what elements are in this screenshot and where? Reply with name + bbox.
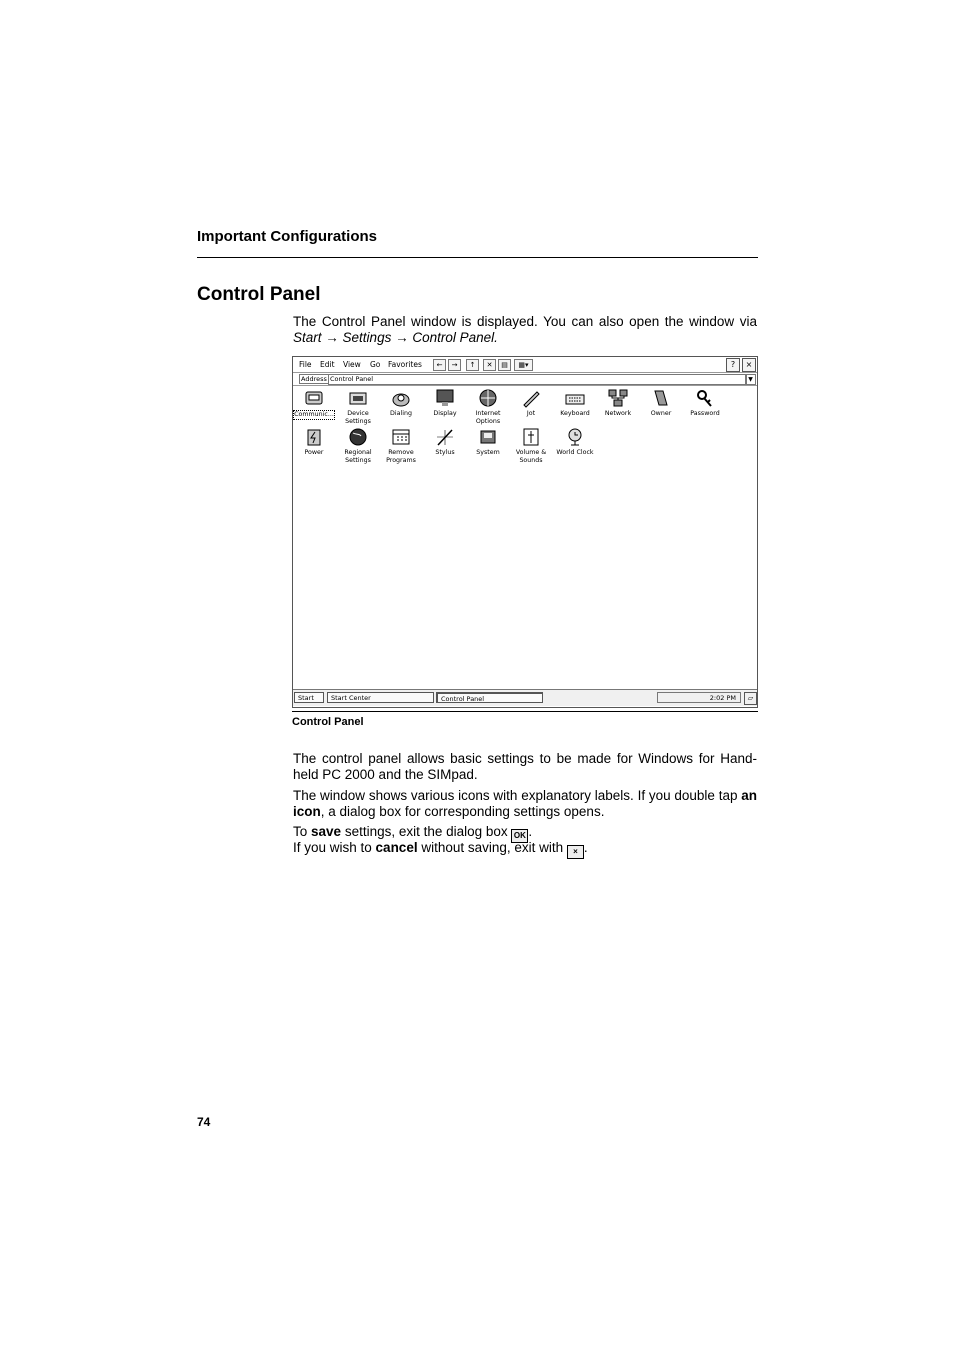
up-folder-icon[interactable]: ↑: [466, 359, 479, 371]
display-icon: [434, 388, 456, 408]
arrow: →: [325, 330, 339, 345]
icon-label: Remove Programs: [386, 449, 416, 464]
device-settings-icon: [347, 388, 369, 408]
regional-settings-icon: [347, 427, 369, 447]
icon-power[interactable]: [293, 427, 335, 457]
header-rule: [197, 257, 758, 258]
text: settings, exit the dialog box: [341, 824, 512, 839]
power-icon: [303, 427, 325, 447]
text: If you wish to: [293, 840, 376, 855]
owner-icon: [650, 388, 672, 408]
delete-icon[interactable]: ✕: [483, 359, 496, 371]
system-tray: [657, 692, 741, 703]
icon-jot[interactable]: [510, 388, 552, 418]
icon-label: Password: [690, 410, 720, 417]
chevron-down-icon[interactable]: ▼: [745, 374, 756, 385]
icon-label: Internet Options: [475, 410, 501, 425]
menu-view[interactable]: View: [343, 360, 361, 369]
icon-device-settings[interactable]: [337, 388, 379, 425]
icon-regional-settings[interactable]: [337, 427, 379, 464]
jot-icon: [520, 388, 542, 408]
icon-password[interactable]: [684, 388, 726, 418]
icon-label: Keyboard: [560, 410, 590, 417]
emphasis: save: [311, 824, 342, 839]
figure-caption: Control Panel: [292, 716, 364, 728]
icon-remove-programs[interactable]: [380, 427, 422, 464]
keyboard-icon: [564, 388, 586, 408]
close-icon: ×: [567, 845, 584, 859]
start-button[interactable]: Start: [294, 692, 324, 703]
address-input[interactable]: Control Panel: [328, 374, 747, 385]
forward-icon[interactable]: →: [448, 359, 461, 371]
intro-paragraph: [293, 314, 757, 346]
volume-icon: [520, 427, 542, 447]
icon-system[interactable]: [467, 427, 509, 457]
page-number: 74: [197, 1115, 211, 1129]
icon-label: Network: [604, 410, 632, 417]
network-icon: [607, 388, 629, 408]
path-control-panel: Control Panel.: [412, 330, 498, 345]
help-button[interactable]: ?: [726, 358, 740, 372]
page-title: Control Panel: [197, 284, 321, 305]
stylus-icon: [434, 427, 456, 447]
caption-rule: [292, 711, 758, 712]
icon-label: System: [476, 449, 500, 456]
task-start-center[interactable]: Start Center: [327, 692, 434, 703]
address-bar: [293, 373, 757, 386]
emphasis: an icon: [293, 788, 757, 819]
body-paragraph-2: [293, 788, 757, 820]
arrow: →: [395, 330, 409, 345]
tray-clock: 2:02 PM: [709, 694, 736, 702]
internet-options-icon: [477, 388, 499, 408]
icon-label: Stylus: [435, 449, 455, 456]
icon-label: Device Settings: [345, 410, 371, 425]
icon-label: World Clock: [556, 449, 594, 456]
text: To: [293, 824, 312, 839]
desktop-icon[interactable]: ▱: [744, 692, 757, 705]
text: The window shows various icons with explanatory labels. If you double tap: [293, 788, 742, 803]
menu-go[interactable]: Go: [370, 360, 381, 369]
menu-edit[interactable]: Edit: [320, 360, 335, 369]
task-control-panel[interactable]: Control Panel: [436, 692, 543, 703]
control-panel-screenshot: [292, 356, 758, 708]
icon-keyboard[interactable]: [554, 388, 596, 418]
path-settings: Settings: [342, 330, 392, 345]
icon-dialing[interactable]: [380, 388, 422, 418]
communication-icon: [303, 388, 325, 408]
close-button[interactable]: ×: [742, 358, 756, 372]
views-icon[interactable]: ▦▾: [514, 359, 533, 371]
icon-label: Volume & Sounds: [515, 449, 547, 464]
address-label: Address: [301, 375, 327, 383]
world-clock-icon: [564, 427, 586, 447]
taskbar: [293, 689, 757, 706]
menu-bar: [293, 357, 757, 373]
intro-text: The Control Panel window is displayed. You can also open the window via: [293, 314, 757, 329]
icon-volume-sounds[interactable]: [510, 427, 552, 464]
text: without saving, exit with: [417, 840, 567, 855]
path-start: Start: [293, 330, 322, 345]
body-paragraph-1: The control panel allows basic settings to be made for Windows for Hand-held PC 2000 and the SIMpad.: [293, 751, 757, 782]
icon-internet-options[interactable]: [467, 388, 509, 425]
icon-owner[interactable]: [640, 388, 682, 418]
remove-programs-icon: [390, 427, 412, 447]
icon-label: Dialing: [390, 410, 412, 417]
icon-label: Owner: [650, 410, 672, 417]
body-paragraph-3: To save settings, exit the dialog box OK .: [293, 824, 757, 843]
emphasis: cancel: [375, 840, 418, 855]
icon-label: Display: [433, 410, 457, 417]
menu-file[interactable]: File: [299, 360, 312, 369]
icon-display[interactable]: [424, 388, 466, 418]
icon-world-clock[interactable]: [554, 427, 596, 457]
icon-label: Communic...: [294, 411, 334, 418]
dialing-icon: [390, 388, 412, 408]
password-icon: [694, 388, 716, 408]
section-header: Important Configurations: [197, 228, 377, 245]
icon-label: Regional Settings: [344, 449, 372, 464]
icon-label: Power: [304, 449, 324, 456]
back-icon[interactable]: ←: [433, 359, 446, 371]
icon-communication[interactable]: [293, 388, 335, 420]
icon-network[interactable]: [597, 388, 639, 418]
icon-label: Jot: [526, 410, 536, 417]
system-icon: [477, 427, 499, 447]
body-paragraph-4: If you wish to cancel without saving, exit with × .: [293, 840, 757, 859]
ok-button-icon: OK: [511, 829, 528, 843]
icon-stylus[interactable]: [424, 427, 466, 457]
menu-favorites[interactable]: Favorites: [388, 360, 422, 369]
text: , a dialog box for corresponding settings opens.: [320, 804, 605, 819]
properties-icon[interactable]: ▤: [498, 359, 511, 371]
